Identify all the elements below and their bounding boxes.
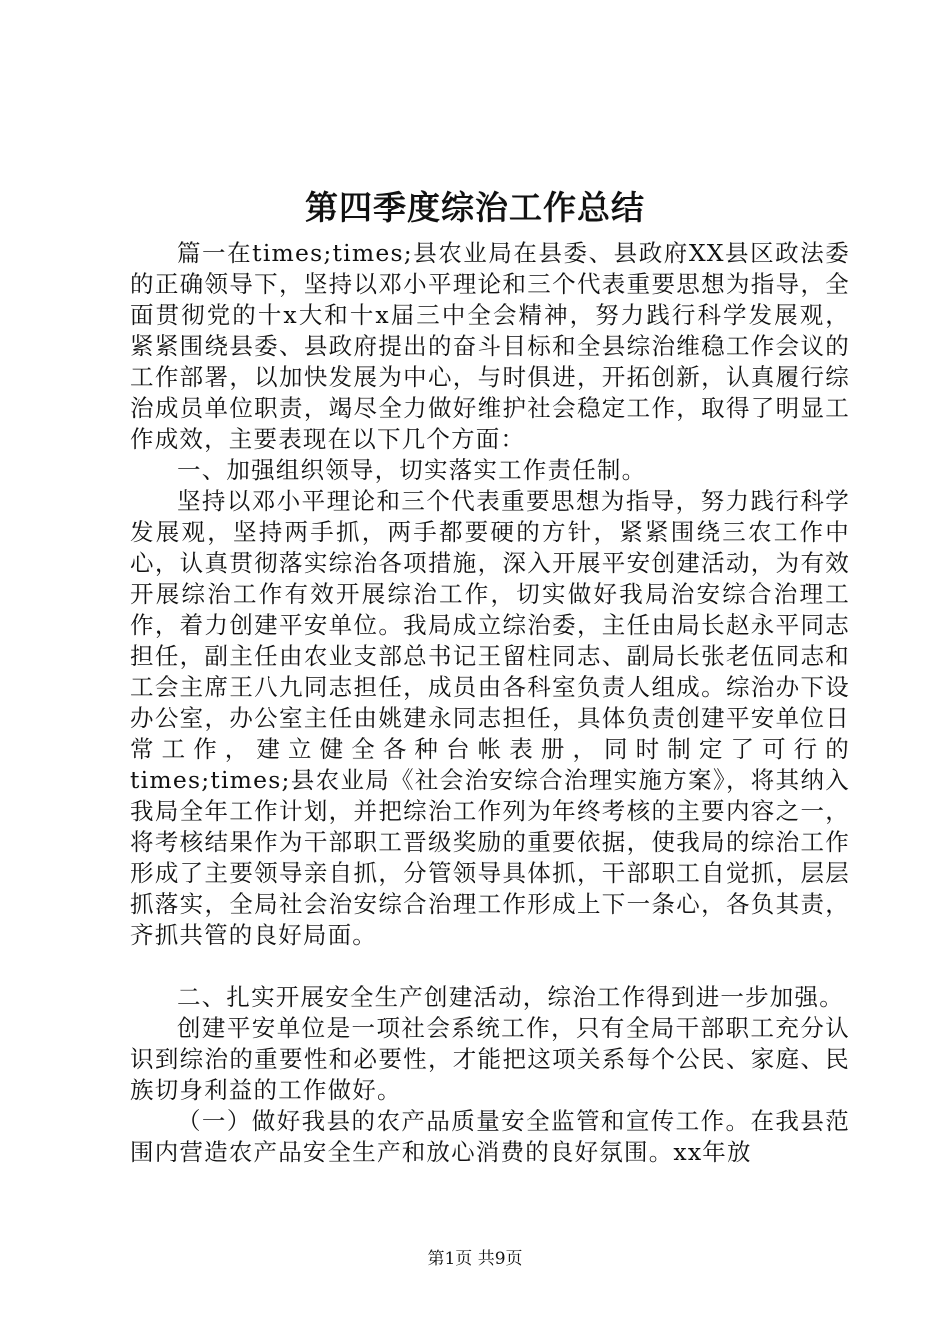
paragraph-section-2: 创建平安单位是一项社会系统工作，只有全局干部职工充分认识到综治的重要性和必要性，才能把这项关系每个公民、家庭、民族切身利益的工作做好。 [130,1014,850,1104]
document-body [130,238,850,1168]
document-title: 第四季度综治工作总结 [305,188,645,227]
section-heading-2: 二、扎实开展安全生产创建活动，综治工作得到进一步加强。 [177,983,844,1011]
paragraph-intro: 篇一在times;times;县农业局在县委、县政府XX县区政法委的正确领导下，坚持以邓小平理论和三个代表重要思想为指导，全面贯彻党的十x大和十x届三中全会精神，努力践行科学发展观，紧紧围绕县委、县政府提出的奋斗目标和全县综治维稳工作会议的工作部署，以加快发展为中心，与时俱进，开拓创新，认真履行综治成员单位职责，竭尽全力做好维护社会稳定工作，取得了明显工作成效，主要表现在以下几个方面： [130,239,850,453]
paragraph-subsection-1: （一）做好我县的农产品质量安全监管和宣传工作。在我县范围内营造农产品安全生产和放心消费的良好氛围。xx年放 [130,1107,850,1166]
paragraph-section-1: 坚持以邓小平理论和三个代表重要思想为指导，努力践行科学发展观，坚持两手抓，两手都要硬的方针，紧紧围绕三农工作中心，认真贯彻落实综治各项措施，深入开展平安创建活动，为有效开展综治工作有效开展综治工作，切实做好我局治安综合治理工作，着力创建平安单位。我局成立综治委，主任由局长赵永平同志担任，副主任由农业支部总书记王留柱同志、副局长张老伍同志和工会主席王八九同志担任，成员由各科室负责人组成。综治办下设办公室，办公室主任由姚建永同志担任，具体负责创建平安单位日常工作，建立健全各种台帐表册，同时制定了可行的times;times;县农业局《社会治安综合治理实施方案》，将其纳入我局全年工作计划，并把综治工作列为年终考核的主要内容之一，将考核结果作为干部职工晋级奖励的重要依据，使我局的综治工作形成了主要领导亲自抓，分管领导具体抓，干部职工自觉抓，层层抓落实，全局社会治安综合治理工作形成上下一条心，各负其责，齐抓共管的良好局面。 [130,487,850,949]
page-number-footer: 第1页 共9页 [427,1249,523,1269]
section-heading-1: 一、加强组织领导，切实落实工作责任制。 [177,456,647,484]
